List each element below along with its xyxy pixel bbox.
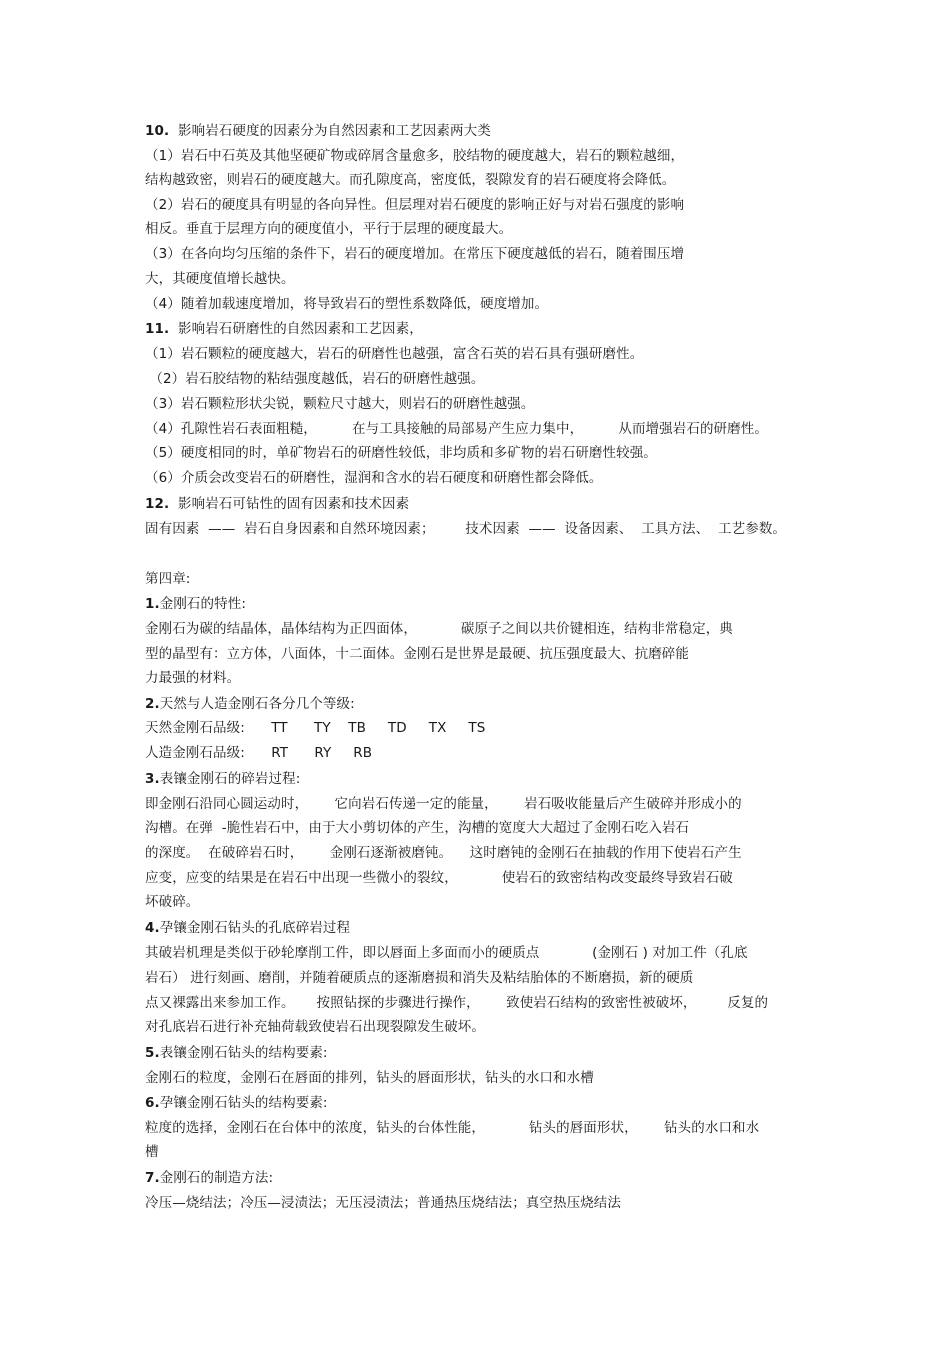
text-line: 冷压—烧结法；冷压—浸渍法；无压浸渍法；普通热压烧结法；真空热压烧结法 xyxy=(145,1195,621,1211)
item-number: 5. xyxy=(145,1045,160,1061)
natural-diamond-grades: 天然金刚石品级: TT TY TB TD TX TS xyxy=(145,720,486,736)
text-line: （3）在各向均匀压缩的条件下，岩石的硬度增加。在常压下硬度越低的岩石，随着围压增 xyxy=(145,246,685,262)
item-number: 12. xyxy=(145,496,170,512)
text-line: （1）岩石颗粒的硬度越大，岩石的研磨性也越强，富含石英的岩石具有强研磨性。 xyxy=(145,346,644,362)
item-number: 11. xyxy=(145,321,170,337)
item-number: 1. xyxy=(145,596,160,612)
heading-manufacturing-methods: 7.金刚石的制造方法: xyxy=(145,1170,274,1186)
heading-surface-set-structure: 5.表镶金刚石钻头的结构要素: xyxy=(145,1045,328,1061)
text-line: 大，其硬度值增长越快。 xyxy=(145,271,295,287)
text-line: （1）岩石中石英及其他坚硬矿物或碎屑含量愈多，胶结物的硬度越大，岩石的颗粒越细， xyxy=(145,148,685,164)
item-number: 6. xyxy=(145,1095,160,1111)
text-line: 其破岩机理是类似于砂轮摩削工件，即以唇面上多面而小的硬质点 (金刚石 ) 对加工件（孔底 xyxy=(145,945,748,961)
chapter-heading: 第四章: xyxy=(145,571,191,587)
text-line: 坏破碎。 xyxy=(145,894,200,910)
heading-drillability-factors: 12. 影响岩石可钻性的固有因素和技术因素 xyxy=(145,496,410,512)
text-line: （4）孔隙性岩石表面粗糙， 在与工具接触的局部易产生应力集中， 从而增强岩石的研磨性。 xyxy=(145,421,768,437)
heading-impregnated-structure: 6.孕镶金刚石钻头的结构要素: xyxy=(145,1095,328,1111)
text-line: （6）介质会改变岩石的研磨性，湿润和含水的岩石硬度和研磨性都会降低。 xyxy=(145,470,603,486)
heading-abrasiveness-factors: 11. 影响岩石研磨性的自然因素和工艺因素， xyxy=(145,321,423,337)
item-number: 7. xyxy=(145,1170,160,1186)
text-line: 点又裸露出来参加工作。 按照钻探的步骤进行操作， 致使岩石结构的致密性被破坏， 反复的 xyxy=(145,995,769,1011)
text-line: 槽 xyxy=(145,1144,159,1160)
text-line: （5）硬度相同的时，单矿物岩石的研磨性较低，非均质和多矿物的岩石研磨性较强。 xyxy=(145,445,657,461)
text-line: 即金刚石沿同心圆运动时， 它向岩石传递一定的能量， 岩石吸收能量后产生破碎并形成小的 xyxy=(145,796,742,812)
text-line: （2）岩石的硬度具有明显的各向异性。但层理对岩石硬度的影响正好与对岩石强度的影响 xyxy=(145,197,685,213)
text-line: 相反。垂直于层理方向的硬度值小，平行于层理的硬度最大。 xyxy=(145,221,513,237)
text-line: （2）岩石胶结物的粘结强度越低，岩石的研磨性越强。 xyxy=(145,371,485,387)
text-line: 金刚石的粒度，金刚石在唇面的排列，钻头的唇面形状，钻头的水口和水槽 xyxy=(145,1070,594,1086)
text-line: 力最强的材料。 xyxy=(145,670,241,686)
heading-surface-set-process: 3.表镶金刚石的碎岩过程: xyxy=(145,771,301,787)
text-line: 的深度。 在破碎岩石时， 金刚石逐渐被磨钝。 这时磨钝的金刚石在抽载的作用下使岩石产生 xyxy=(145,845,742,861)
text-line: 岩石） 进行刻画、磨削，并随着硬质点的逐渐磨损和消失及粘结胎体的不断磨损，新的硬质 xyxy=(145,970,694,986)
synthetic-diamond-grades: 人造金刚石品级: RT RY RB xyxy=(145,745,373,761)
item-number: 4. xyxy=(145,920,160,936)
text-line: 粒度的选择，金刚石在台体中的浓度，钻头的台体性能， 钻头的唇面形状， 钻头的水口和水 xyxy=(145,1120,760,1136)
heading-hardness-factors: 10. 影响岩石硬度的因素分为自然因素和工艺因素两大类 xyxy=(145,123,491,139)
heading-impregnated-process: 4.孕镶金刚石钻头的孔底碎岩过程 xyxy=(145,920,351,936)
heading-diamond-grades: 2.天然与人造金刚石各分几个等级: xyxy=(145,696,355,712)
text-line: 沟槽。在弹 -脆性岩石中，由于大小剪切体的产生，沟槽的宽度大大超过了金刚石吃入岩石 xyxy=(145,820,690,836)
heading-diamond-properties: 1.金刚石的特性: xyxy=(145,596,246,612)
text-line: （4）随着加载速度增加，将导致岩石的塑性系数降低，硬度增加。 xyxy=(145,296,549,312)
item-number: 10. xyxy=(145,123,170,139)
item-number: 3. xyxy=(145,771,160,787)
text-line: 应变，应变的结果是在岩石中出现一些微小的裂纹， 使岩石的致密结构改变最终导致岩石破 xyxy=(145,870,733,886)
text-line: （3）岩石颗粒形状尖锐，颗粒尺寸越大，则岩石的研磨性越强。 xyxy=(145,396,535,412)
text-line: 固有因素 —— 岩石自身因素和自然环境因素； 技术因素 —— 设备因素、 工具方法、 工艺参数。 xyxy=(145,521,787,537)
text-line: 型的晶型有：立方体，八面体，十二面体。金刚石是世界是最硬、抗压强度最大、抗磨碎能 xyxy=(145,646,689,662)
text-line: 金刚石为碳的结晶体，晶体结构为正四面体， 碳原子之间以共价键相连，结构非常稳定，典 xyxy=(145,621,733,637)
item-number: 2. xyxy=(145,696,160,712)
text-line: 对孔底岩石进行补充轴荷载致使岩石出现裂隙发生破坏。 xyxy=(145,1019,485,1035)
text-line: 结构越致密，则岩石的硬度越大。而孔隙度高，密度低，裂隙发育的岩石硬度将会降低。 xyxy=(145,172,676,188)
